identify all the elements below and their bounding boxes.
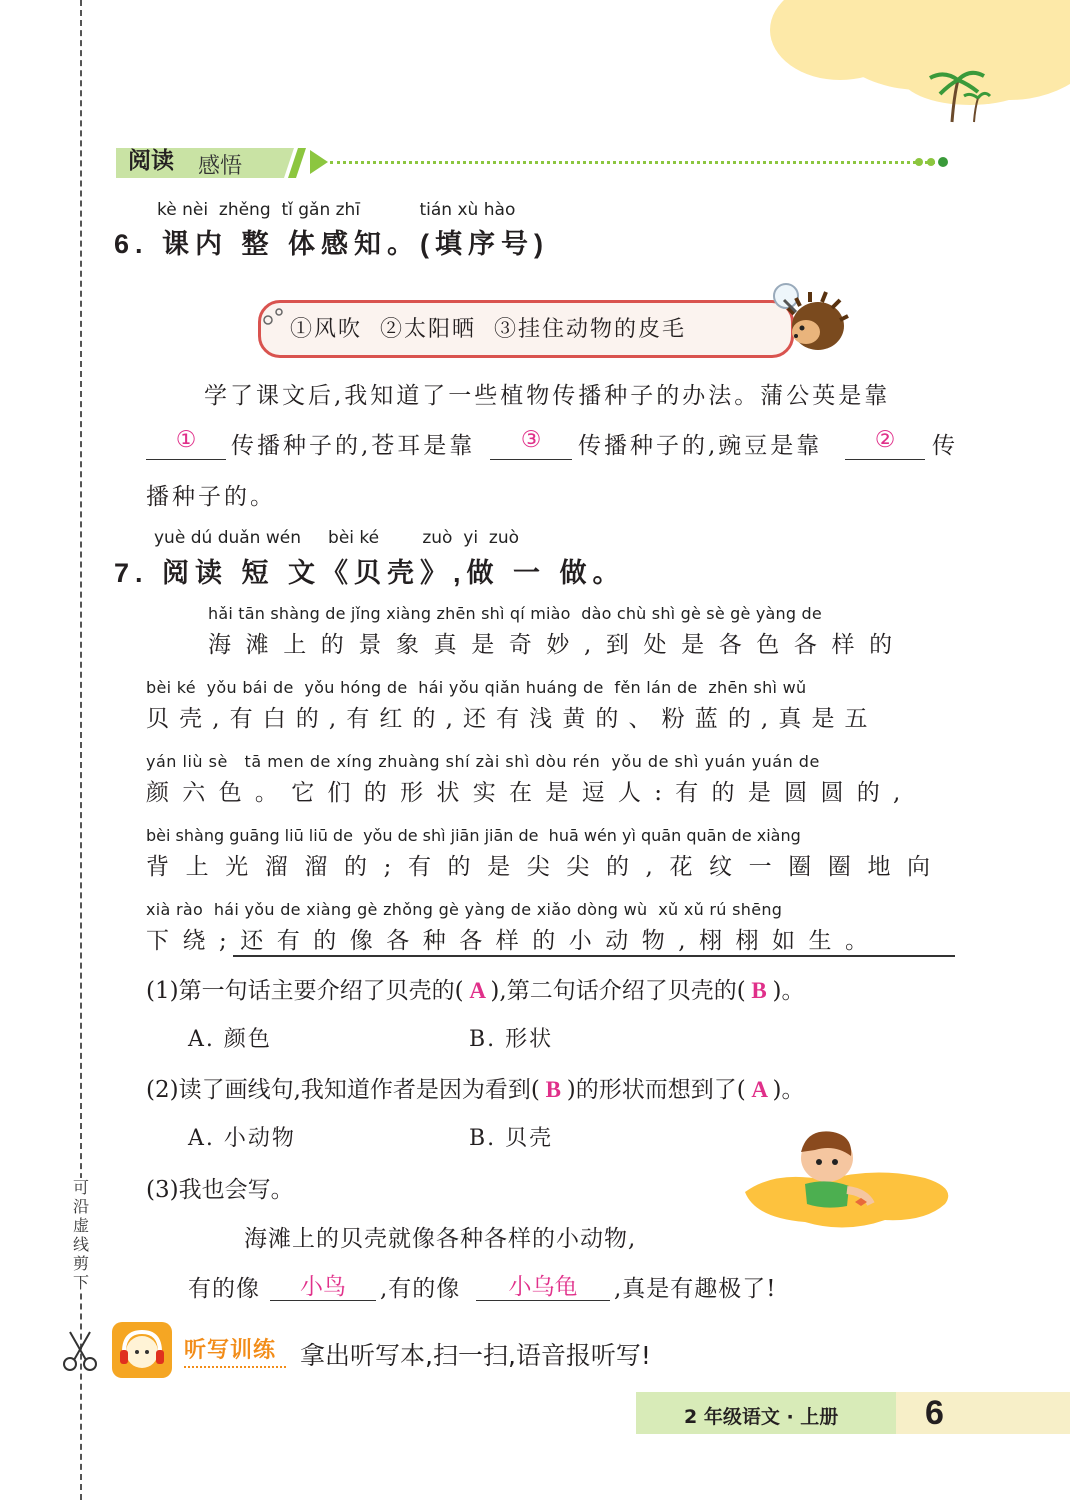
section-dotted-line	[330, 161, 935, 164]
headphones-icon	[112, 1322, 172, 1378]
q7-sub3-prefix: 有的像	[188, 1276, 260, 1302]
passage-text-2: 贝壳,有白的,有红的,还有浅黄的、粉蓝的,真是五	[146, 706, 878, 732]
q7-sub3: (3)我也会写。	[146, 1177, 294, 1203]
passage-underline	[233, 955, 955, 957]
listen-underline	[184, 1366, 286, 1368]
cut-hint: 可沿虚线剪下	[68, 1178, 94, 1292]
q6-options: ①风吹 ②太阳晒 ③挂住动物的皮毛	[290, 317, 686, 342]
scissors-icon	[60, 1330, 100, 1372]
kid-on-sand-illustration	[735, 1122, 960, 1242]
q7-pinyin: yuè dú duǎn wén bèi ké zuò yi zuò	[154, 528, 519, 548]
bubbles-icon	[262, 306, 286, 326]
footer-grade: 2 年级语文 · 上册	[684, 1406, 839, 1428]
q6-line1: 学了课文后,我知道了一些植物传播种子的办法。蒲公英是靠	[204, 383, 891, 409]
q6-line2c: 传	[932, 433, 958, 459]
q7-sub3-middle: ,有的像	[380, 1276, 461, 1302]
q7-sub1-answer-1[interactable]: A	[463, 978, 491, 1003]
q7-sub2-option-b: B. 贝壳	[469, 1126, 554, 1151]
q7-sub2: (2)读了画线句,我知道作者是因为看到( B )的形状而想到了( A )。	[146, 1077, 805, 1103]
q7-sub2-option-a: A. 小动物	[188, 1126, 296, 1151]
q7-sub2-answer-2[interactable]: A	[745, 1077, 773, 1102]
cloud-decoration	[770, 0, 1070, 110]
listen-instruction: 拿出听写本,扫一扫,语音报听写!	[300, 1341, 651, 1370]
passage-text-3: 颜六色。它们的形状实在是逗人:有的是圆圆的,	[146, 780, 914, 806]
section-end-dots	[912, 155, 952, 169]
q7-sub2-answer-1[interactable]: B	[539, 1077, 567, 1102]
section-title-read: 阅读	[128, 148, 174, 174]
q6-title: 6. 课内 整 体感知。(填序号)	[114, 229, 550, 259]
q7-sub3-blank-1[interactable]: 小鸟	[270, 1268, 376, 1301]
palm-tree-icon	[922, 66, 992, 124]
passage-text-4: 背上光溜溜的;有的是尖尖的,花纹一圈圈地向	[146, 854, 947, 880]
q6-blank-2[interactable]: ③	[490, 427, 572, 460]
q7-sub1-option-a: A. 颜色	[188, 1027, 272, 1052]
passage-pinyin-1: hǎi tān shàng de jǐng xiàng zhēn shì qí miào dào chù shì gè sè gè yàng de	[208, 604, 822, 623]
q7-sub3-line1: 海滩上的贝壳就像各种各样的小动物,	[244, 1226, 637, 1252]
section-title-feel: 感悟	[198, 154, 243, 179]
q6-blank-3[interactable]: ②	[845, 427, 925, 460]
q6-line2a: 传播种子的,苍耳是靠	[231, 433, 476, 459]
q6-line3: 播种子的。	[146, 484, 276, 510]
hedgehog-icon	[770, 278, 850, 358]
passage-pinyin-4: bèi shàng guāng liū liū de yǒu de shì jiān jiān de huā wén yì quān quān de xiàng	[146, 826, 801, 845]
q6-blank-1[interactable]: ①	[146, 427, 226, 460]
q6-line2b: 传播种子的,豌豆是靠	[578, 433, 823, 459]
q7-sub1-answer-2[interactable]: B	[745, 978, 773, 1003]
passage-pinyin-3: yán liù sè tā men de xíng zhuàng shí zài shì dòu rén yǒu de shì yuán yuán de	[146, 752, 820, 771]
q7-sub1-option-b: B. 形状	[469, 1027, 554, 1052]
q7-sub3-blank-2[interactable]: 小乌龟	[476, 1268, 610, 1301]
q7-sub3-suffix: ,真是有趣极了!	[614, 1276, 777, 1302]
passage-pinyin-5: xià rào hái yǒu de xiàng gè zhǒng gè yàng de xiǎo dòng wù xǔ xǔ rú shēng	[146, 900, 783, 919]
page-number: 6	[925, 1394, 944, 1432]
q7-title: 7. 阅读 短 文《贝壳》,做 一 做。	[114, 558, 626, 588]
passage-pinyin-2: bèi ké yǒu bái de yǒu hóng de hái yǒu qiǎn huáng de fěn lán de zhēn shì wǔ	[146, 678, 807, 697]
passage-text-1: 海滩上的景象真是奇妙,到处是各色各样的	[208, 632, 907, 658]
q7-sub1: (1)第一句话主要介绍了贝壳的( A ),第二句话介绍了贝壳的( B )。	[146, 978, 805, 1004]
passage-text-5: 下绕;还有的像各种各样的小动物,栩栩如生。	[146, 928, 882, 954]
listen-label: 听写训练	[184, 1338, 277, 1363]
q6-pinyin: kè nèi zhěng tǐ gǎn zhī tián xù hào	[157, 200, 516, 220]
